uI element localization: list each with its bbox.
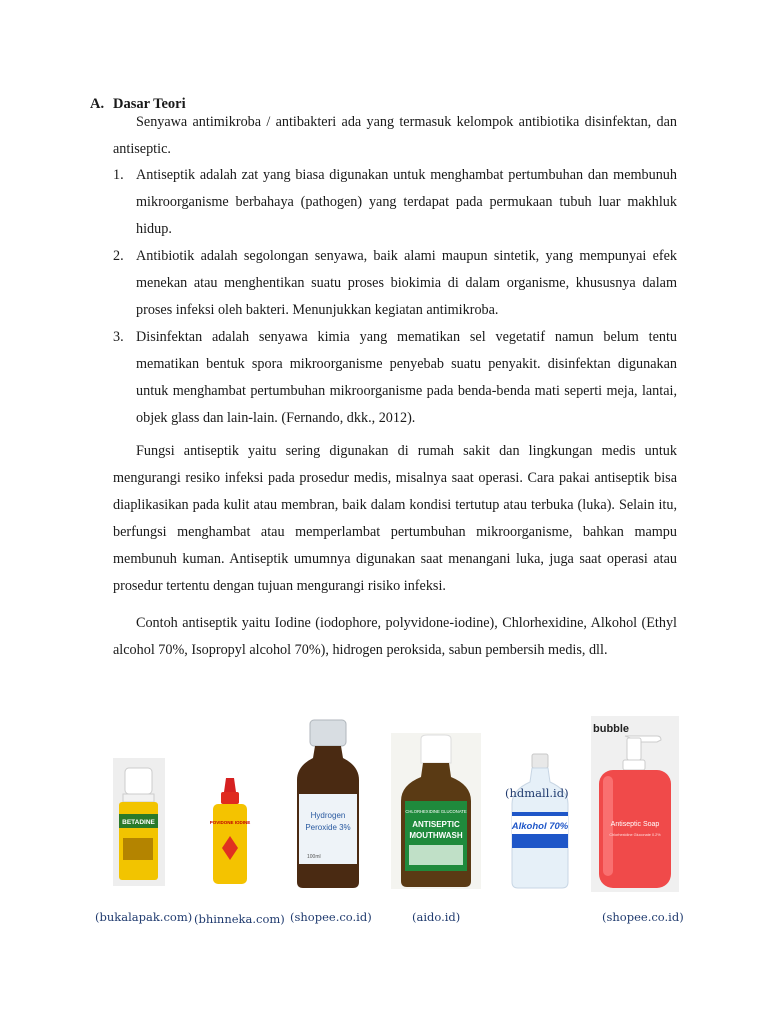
- antiseptic-soap-bottle-image: [591, 716, 679, 892]
- soap-brand: bubble: [593, 723, 630, 735]
- list-text: Disinfektan adalah senyawa kimia yang mematikan sel vegetatif namun belum tentu mematikan bentuk spora mikroorganisme penyebab suatu penyakit. disinfektan digunakan untuk menghambat pertumbuhan mikroorganisme pada benda-benda mati seperti meja, lantai, objek glass dan lain-lain. (Fernando, dkk., 2012).: [136, 329, 677, 426]
- list-item: [113, 243, 677, 324]
- betadine-label: BETADINE: [122, 819, 155, 826]
- list-text: Antiseptik adalah zat yang biasa digunakan untuk menghambat pertumbuhan dan membunuh mikroorganisme berbahaya (pathogen) yang terdapat pada permukaan tubuh luar makhluk hidup.: [136, 167, 677, 237]
- alkohol-bottle-image: [508, 752, 572, 890]
- hydrogen-volume: 100ml: [307, 854, 321, 860]
- mouthwash-brand: CHLORHEXIDINE GLUCONATE: [405, 809, 467, 814]
- section-number: A.: [90, 96, 105, 112]
- caption-hdmall: (hdmall.id): [505, 786, 569, 800]
- povidone-bottle-image: [208, 776, 252, 888]
- list-number: 1.: [113, 167, 124, 183]
- mouthwash-label-line1: ANTISEPTIC: [412, 820, 460, 829]
- list-item: [113, 324, 677, 432]
- hydrogen-label-line2: Peroxide 3%: [305, 823, 351, 832]
- hydrogen-label-line1: Hydrogen: [310, 811, 346, 820]
- caption-bukalapak: (bukalapak.com): [95, 910, 193, 924]
- mouthwash-label-line2: MOUTHWASH: [409, 831, 463, 840]
- intro-paragraph: Senyawa antimikroba / antibakteri ada yang termasuk kelompok antibiotika disinfektan, dan antiseptic.: [113, 114, 677, 157]
- soap-label: Antiseptic Soap: [610, 821, 660, 828]
- list-number: 3.: [113, 329, 124, 345]
- caption-aido: (aido.id): [412, 910, 461, 924]
- examples-paragraph: Contoh antiseptik yaitu Iodine (iodophore, polyvidone-iodine), Chlorhexidine, Alkohol (Ethyl alcohol 70%, Isopropyl alcohol 70%), hidrogen peroksida, sabun pembersih medis, dll.: [113, 615, 677, 658]
- betadine-bottle-image: [113, 758, 165, 886]
- definition-list: [113, 162, 677, 432]
- list-item: [113, 162, 677, 243]
- hydrogen-peroxide-bottle-image: [295, 718, 361, 890]
- list-text: Antibiotik adalah segolongan senyawa, baik alami maupun sintetik, yang mempunyai efek menekan atau menghentikan suatu proses biokimia di dalam organisme, khususnya dalam proses infeksi oleh bakteri. Menunjukkan kegiatan antimikroba.: [136, 248, 677, 318]
- povidone-label: POVIDONE IODINE: [209, 820, 251, 825]
- caption-shopee-hydrogen: (shopee.co.id): [290, 910, 372, 924]
- section-title: Dasar Teori: [113, 96, 186, 112]
- soap-sub: Chlorhexidine Gluconate 0.2%: [609, 833, 661, 837]
- mouthwash-bottle-image: [391, 733, 481, 889]
- list-number: 2.: [113, 248, 124, 264]
- function-paragraph: Fungsi antiseptik yaitu sering digunakan di rumah sakit dan lingkungan medis untuk mengurangi resiko infeksi pada prosedur medis, misalnya saat operasi. Cara pakai antiseptik bisa diaplikasikan pada kulit atau membran, baik dalam kondisi tertutup atau terbuka (luka). Selain itu, berfungsi menghambat atau memperlambat pertumbuhan mikroorganisme, bahkan mampu membunuh kuman. Antiseptik umumnya digunakan saat menangani luka, juga saat operasi atau prosedur tertentu dengan tujuan mengurangi risiko infeksi.: [113, 443, 677, 594]
- caption-bhinneka: (bhinneka.com): [194, 912, 285, 926]
- caption-shopee-soap: (shopee.co.id): [602, 910, 684, 924]
- alkohol-label: Alkohol 70%: [511, 821, 569, 832]
